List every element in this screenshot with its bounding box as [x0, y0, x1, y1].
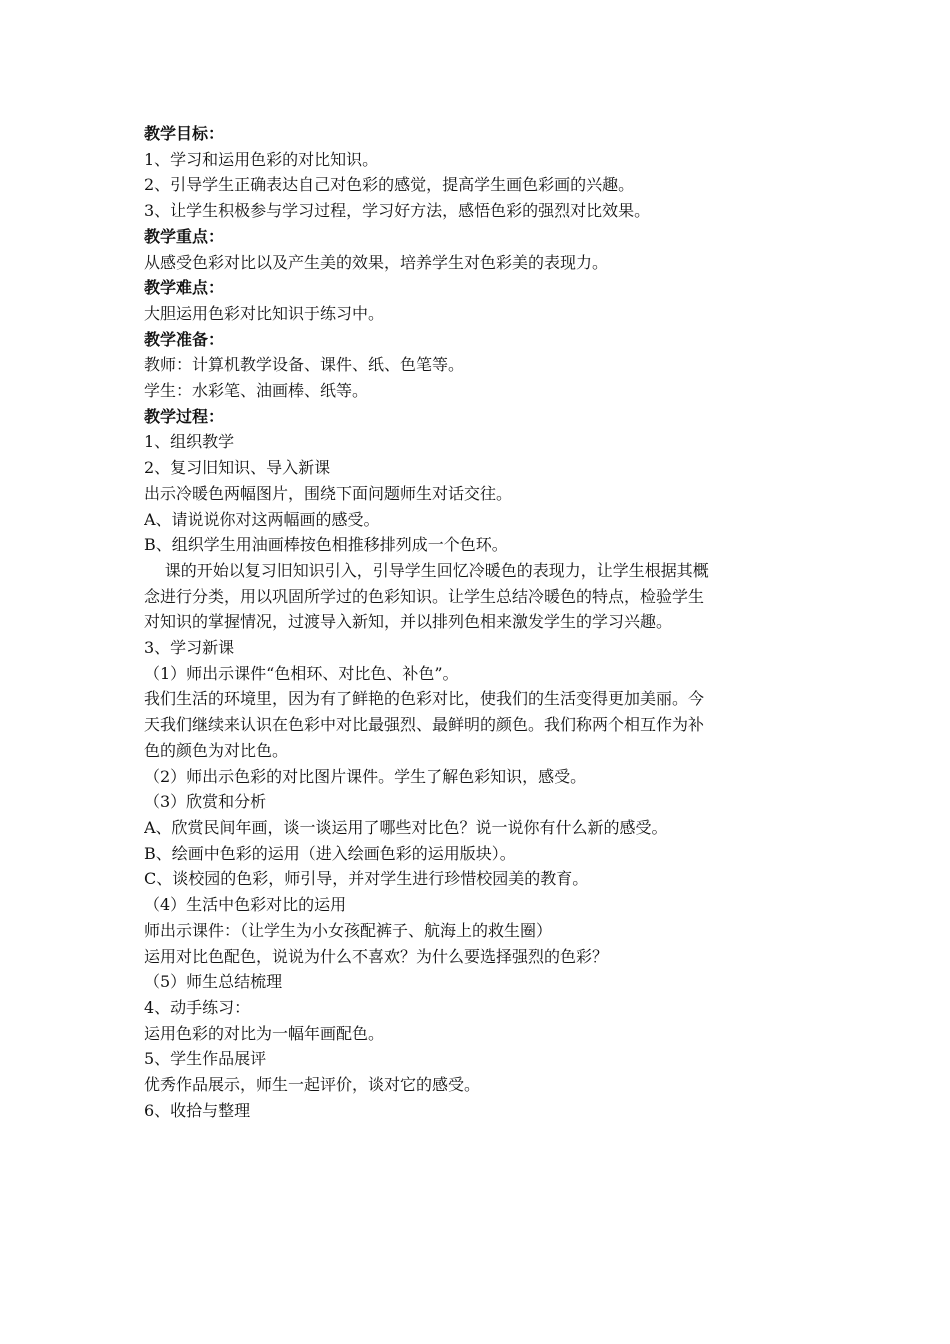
section-heading: 教学目标：: [144, 124, 225, 143]
text-line: 我们生活的环境里，因为有了鲜艳的色彩对比，使我们的生活变得更加美丽。今: [144, 689, 705, 709]
text-line: B、组织学生用油画棒按色相推移排列成一个色环。: [144, 535, 508, 555]
text-line: B、绘画中色彩的运用（进入绘画色彩的运用版块）。: [144, 843, 516, 863]
text-line: A、请说说你对这两幅画的感受。: [144, 509, 380, 529]
text-line: 课的开始以复习旧知识引入，引导学生回忆冷暖色的表现力，让学生根据其概: [164, 560, 709, 580]
text-line: 大胆运用色彩对比知识于练习中。: [144, 303, 385, 323]
text-line: 6、收拾与整理: [144, 1100, 251, 1120]
text-line: C、谈校园的色彩，师引导，并对学生进行珍惜校园美的教育。: [144, 869, 589, 889]
text-line: 5、学生作品展评: [144, 1049, 267, 1069]
text-line: 师出示课件：（让学生为小女孩配裤子、航海上的救生圈）: [144, 920, 553, 940]
section-heading: 教学过程：: [144, 406, 225, 426]
document-page: [144, 121, 824, 1123]
text-line: 2、复习旧知识、导入新课: [144, 458, 331, 478]
text-line: 天我们继续来认识在色彩中对比最强烈、最鲜明的颜色。我们称两个相互作为补: [144, 715, 705, 735]
text-line: （1）师出示课件“色相环、对比色、补色”。: [144, 663, 459, 683]
text-line: （5）师生总结梳理: [144, 972, 283, 992]
text-line: 从感受色彩对比以及产生美的效果，培养学生对色彩美的表现力。: [144, 252, 609, 272]
text-line: （2）师出示色彩的对比图片课件。学生了解色彩知识，感受。: [144, 766, 587, 786]
text-line: 优秀作品展示，师生一起评价，谈对它的感受。: [144, 1075, 481, 1095]
text-line: 3、学习新课: [144, 638, 235, 658]
text-line: （4）生活中色彩对比的运用: [144, 895, 347, 915]
text-line: 运用色彩的对比为一幅年画配色。: [144, 1023, 385, 1043]
text-line: 念进行分类，用以巩固所学过的色彩知识。让学生总结冷暖色的特点，检验学生: [144, 586, 705, 606]
text-line: 色的颜色为对比色。: [144, 740, 289, 760]
text-line: 学生：水彩笔、油画棒、纸等。: [144, 381, 369, 401]
text-line: 1、学习和运用色彩的对比知识。: [144, 149, 379, 169]
text-line: 2、引导学生正确表达自己对色彩的感觉，提高学生画色彩画的兴趣。: [144, 175, 635, 195]
section-heading: 教学准备：: [144, 329, 225, 349]
text-line: 教师：计算机教学设备、课件、纸、色笔等。: [144, 355, 465, 375]
text-line: 4、动手练习：: [144, 997, 251, 1017]
text-line: （3）欣赏和分析: [144, 792, 267, 812]
text-line: 1、组织教学: [144, 432, 235, 452]
text-line: 对知识的掌握情况，过渡导入新知，并以排列色相来激发学生的学习兴趣。: [144, 612, 673, 632]
text-line: 3、让学生积极参与学习过程，学习好方法，感悟色彩的强烈对比效果。: [144, 201, 651, 221]
text-line: 出示冷暖色两幅图片，围绕下面问题师生对话交往。: [144, 483, 513, 503]
section-heading: 教学重点：: [144, 226, 225, 246]
section-heading: 教学难点：: [144, 278, 225, 298]
text-line: 运用对比色配色，说说为什么不喜欢？为什么要选择强烈的色彩？: [144, 946, 609, 966]
text-line: A、欣赏民间年画，谈一谈运用了哪些对比色？说一说你有什么新的感受。: [144, 817, 668, 837]
